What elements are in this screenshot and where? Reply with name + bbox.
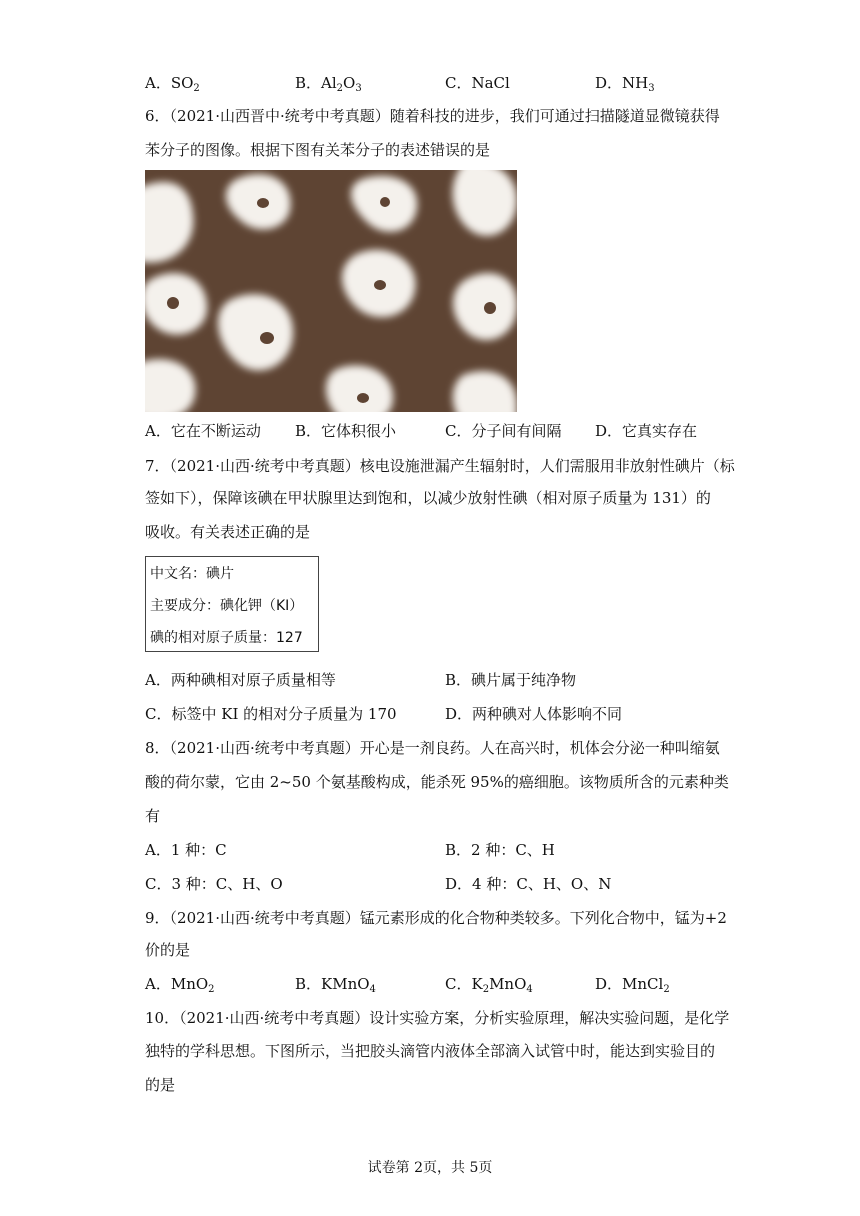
q9-option-b-text: B．KMnO	[295, 975, 370, 993]
ring-center-10	[357, 393, 369, 403]
q8-stem-line3: 有	[145, 807, 161, 825]
q7-option-b: B．碘片属于纯净物	[445, 671, 577, 689]
ring-center-3	[380, 197, 390, 207]
label-line-name: 中文名：碘片	[150, 566, 234, 582]
ring-center-8	[484, 302, 496, 314]
iodine-tablet-label	[145, 556, 319, 652]
q8-stem-line2: 酸的荷尔蒙，它由 2~50 个氨基酸构成，能杀死 95%的癌细胞。该物质所含的元素种类	[145, 773, 729, 791]
q5-option-b	[295, 73, 362, 93]
q5-option-b-sub: 2	[336, 83, 344, 94]
benzene-stm-svg	[145, 170, 517, 412]
ring-center-2	[257, 198, 269, 208]
q8-option-c: C．3 种：C、H、O	[145, 875, 283, 893]
q10-stem-line3: 的是	[145, 1076, 176, 1094]
label-line-atomic-mass: 碘的相对原子质量：127	[150, 630, 303, 646]
page-footer: 试卷第 2页，共 5页	[367, 1160, 493, 1176]
ring-center-7	[260, 332, 274, 344]
q9-stem-line2: 价的是	[145, 941, 191, 959]
q10-stem-line2: 独特的学科思想。下图所示，当把胶头滴管内液体全部滴入试管中时，能达到实验目的	[145, 1042, 716, 1060]
q7-stem-line1: 7．（2021·山西·统考中考真题）核电设施泄漏产生辐射时，人们需服用非放射性碘片（标	[145, 457, 735, 475]
q9-option-a-text: A．MnO	[145, 975, 209, 993]
q9-option-c-sub2: 4	[526, 984, 533, 995]
q5-option-c: C．NaCl	[445, 74, 510, 92]
benzene-stm-image	[145, 170, 517, 412]
q7-stem-line3: 吸收。有关表述正确的是	[145, 523, 311, 541]
q9-option-c	[445, 974, 533, 994]
q9-stem-line1: 9．（2021·山西·统考中考真题）锰元素形成的化合物种类较多。下列化合物中，锰为+2	[145, 909, 727, 927]
q6-stem-line2: 苯分子的图像。根据下图有关苯分子的表述错误的是	[145, 141, 491, 159]
q7-option-c: C．标签中 KI 的相对分子质量为 170	[145, 705, 397, 723]
q9-option-d	[595, 974, 670, 994]
q5-option-a-text: A．SO	[145, 74, 194, 92]
ring-center-6	[374, 280, 386, 290]
q5-option-a-sub: 2	[193, 83, 200, 94]
q8-option-d: D．4 种：C、H、O、N	[445, 875, 612, 893]
q9-option-d-text: D．MnCl	[595, 975, 664, 993]
q7-option-a: A．两种碘相对原子质量相等	[145, 671, 336, 689]
q5-option-d-sub: 3	[648, 83, 655, 94]
q10-stem-line1: 10．（2021·山西·统考中考真题）设计实验方案，分析实验原理，解决实验问题，是化学	[145, 1009, 730, 1027]
q5-option-b-sub2: 3	[355, 83, 362, 94]
q9-option-a	[145, 974, 215, 994]
q5-option-a	[145, 73, 200, 93]
q8-option-a: A．1 种：C	[145, 841, 227, 859]
q9-option-c-mid: MnO	[489, 975, 527, 993]
q7-option-d: D．两种碘对人体影响不同	[445, 705, 623, 723]
q9-option-b	[295, 974, 376, 994]
q8-option-b: B．2 种：C、H	[445, 841, 555, 859]
q9-option-c-sub: 2	[482, 984, 490, 995]
q8-stem-line1: 8．（2021·山西·统考中考真题）开心是一剂良药。人在高兴时，机体会分泌一种叫缩氨	[145, 739, 720, 757]
label-line-ingredient: 主要成分：碘化钾（KI）	[150, 598, 304, 614]
q9-option-d-sub: 2	[663, 984, 670, 995]
q9-option-c-text: C．K	[445, 975, 483, 993]
q5-option-d	[595, 73, 655, 93]
q5-option-d-text: D．NH	[595, 74, 649, 92]
ring-center-5	[167, 297, 179, 309]
q6-option-d: D．它真实存在	[595, 422, 698, 440]
q6-option-b: B．它体积很小	[295, 422, 397, 440]
q6-stem-line1: 6．（2021·山西晋中·统考中考真题）随着科技的进步，我们可通过扫描隧道显微镜获得	[145, 107, 720, 125]
q5-option-b-text: B．Al	[295, 74, 337, 92]
q9-option-b-sub: 4	[369, 984, 376, 995]
q6-option-a: A．它在不断运动	[145, 422, 261, 440]
q5-option-b-mid: O	[343, 74, 356, 92]
q9-option-a-sub: 2	[208, 984, 215, 995]
q7-stem-line2: 签如下），保障该碘在甲状腺里达到饱和，以减少放射性碘（相对原子质量为 131）的	[145, 489, 711, 507]
q6-option-c: C．分子间有间隔	[445, 422, 562, 440]
